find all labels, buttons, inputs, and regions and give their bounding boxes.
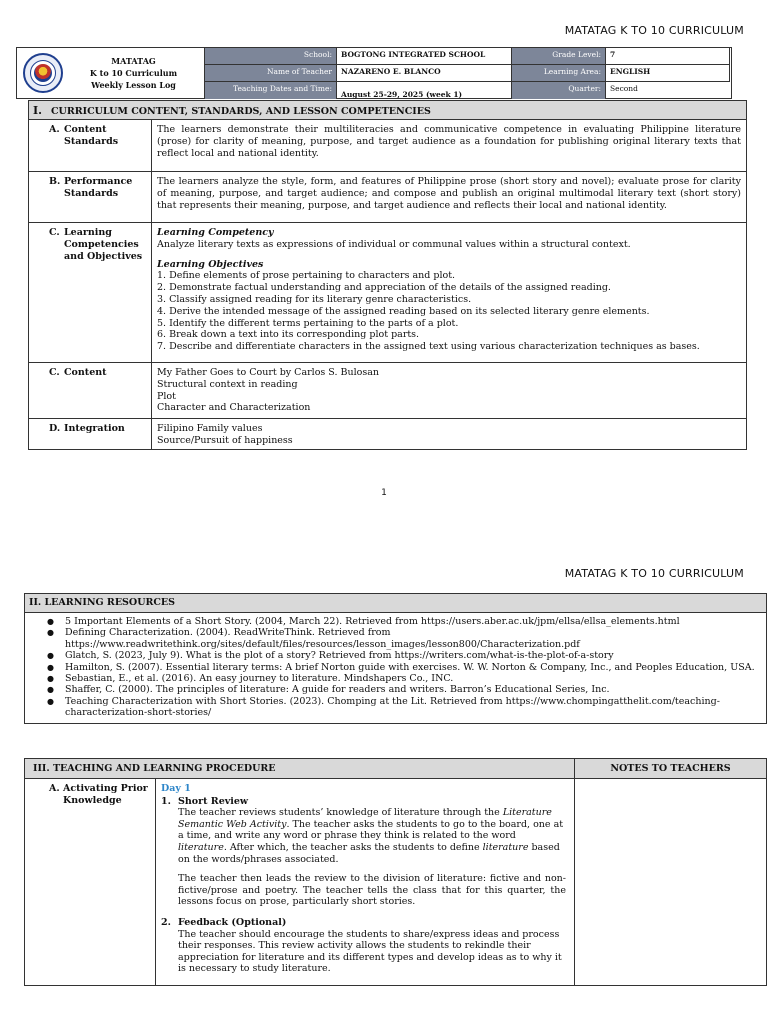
- resource-item: ● Sebastian, E., et al. (2016). An easy journey to literature. Mindshapers Co., INC.: [47, 673, 760, 684]
- competencies-row: [29, 223, 746, 363]
- procedure-content: [156, 779, 575, 986]
- step-title: Feedback (Optional): [178, 916, 287, 928]
- resource-item: ● 5 Important Elements of a Short Story. (2004, March 22). Retrieved from https://users.aber.ac.uk/jpm/ellsa/ellsa_elements.html: [47, 616, 760, 627]
- row-label-text: Content: [64, 124, 107, 135]
- resource-item: ● Teaching Characterization with Short Stories. (2023). Chomping at the Lit. Retrieved from https://www.chompingatthelit.com/teaching-characterization-short-stories/: [47, 696, 760, 719]
- row-label-text: Performance: [64, 176, 133, 187]
- day-label: Day 1: [161, 783, 191, 794]
- resource-item: ● Glatch, S. (2023, July 9). What is the plot of a story? Retrieved from https://writers.com/what-is-the-plot-of-a-story: [47, 650, 760, 661]
- step-title: Short Review: [178, 795, 249, 807]
- section-title: [29, 101, 746, 120]
- procedure-header: [25, 759, 766, 779]
- integration-row: [29, 419, 746, 449]
- teacher-value: NAZARENO E. BLANCO: [337, 65, 512, 82]
- section-title: II. LEARNING RESOURCES: [25, 594, 766, 613]
- competency-heading: Learning Competency: [157, 227, 274, 238]
- page-header: MATATAG K TO 10 CURRICULUM: [564, 24, 744, 37]
- row-label: [29, 363, 152, 418]
- page-number: 1: [381, 488, 387, 498]
- content-line: Structural context in reading: [157, 378, 298, 390]
- row-label: [25, 779, 156, 986]
- header-title-line: MATATAG: [111, 56, 156, 66]
- lesson-log-header: [16, 47, 732, 99]
- content-text: [152, 363, 746, 418]
- performance-standards-row: [29, 172, 746, 223]
- row-label-text: and Objectives: [64, 251, 143, 262]
- quarter-value: Second: [610, 84, 638, 93]
- content-line: My Father Goes to Court by Carlos S. Bulosan: [157, 367, 380, 378]
- objective-item: 3. Classify assigned reading for its literary genre characteristics.: [157, 293, 472, 305]
- content-line: Plot: [157, 390, 176, 402]
- grade-value: 7: [606, 48, 730, 65]
- objective-item: 1. Define elements of prose pertaining to characters and plot.: [157, 270, 456, 282]
- row-number: D.: [49, 423, 61, 434]
- row-number: A.: [49, 783, 60, 794]
- row-label-text: Activating Prior: [63, 783, 148, 794]
- procedure-row: [25, 779, 766, 986]
- row-number: C.: [49, 227, 60, 238]
- notes-to-teachers-cell: [575, 779, 766, 986]
- competency-text: Analyze literary texts as expressions of individual or communal values within a structural context.: [157, 238, 631, 250]
- row-number: B.: [49, 176, 61, 187]
- row-label-text: Learning: [64, 227, 112, 238]
- page-header: MATATAG K TO 10 CURRICULUM: [564, 567, 744, 580]
- step-heading: [161, 917, 566, 929]
- dates-value: August 25-29, 2025 (week 1): [337, 82, 512, 99]
- deped-seal-icon: [23, 53, 63, 93]
- learning-resources-table: [24, 593, 767, 724]
- row-label-text: Knowledge: [63, 795, 122, 806]
- row-label-text: Standards: [64, 188, 119, 199]
- content-standards-row: [29, 120, 746, 172]
- quarter-label: Quarter:: [512, 82, 606, 99]
- integration-line: Source/Pursuit of happiness: [157, 434, 293, 446]
- header-title-block: [17, 48, 205, 98]
- integration-text: [152, 419, 746, 449]
- row-label: [29, 172, 152, 222]
- performance-standards-text: The learners analyze the style, form, and features of Philippine prose (short story and novel); evaluate prose for clarity of meaning, purpose, and target audience; and compose and publish an original multimodal literary text (short story) that represents their meaning, purpose, and target audience and reflects their local and national identity.: [157, 176, 741, 211]
- school-value: BOGTONG INTEGRATED SCHOOL: [337, 48, 512, 65]
- section-title: III. TEACHING AND LEARNING PROCEDURE: [25, 759, 575, 778]
- row-label: [29, 120, 152, 171]
- teaching-procedure-table: [24, 758, 767, 986]
- step-paragraph: The teacher should encourage the students to share/express ideas and process their responses. This review activity allows the students to rekindle their appreciation for literature and its different types and develop ideas as to why it is necessary to study literature.: [178, 928, 562, 975]
- objective-item: 6. Break down a text into its corresponding plot parts.: [157, 329, 420, 341]
- objectives-heading: Learning Objectives: [157, 258, 264, 270]
- teacher-label: Name of Teacher: [205, 65, 337, 82]
- school-label: School:: [205, 48, 337, 65]
- curriculum-table: [28, 100, 747, 450]
- resource-item: ● Defining Characterization. (2004). ReadWriteThink. Retrieved from https://www.readwritethink.org/sites/default/files/resources/lesson_images/lesson800/Characterization.pdf: [47, 627, 760, 650]
- content-standards-text: The learners demonstrate their multiliteracies and communicative competence in evaluating Philippine literature (prose) for clarity of meaning, purpose, and target audience as a foundation for publishing original literary texts that reflect local and national identity.: [157, 124, 741, 159]
- step-paragraph: The teacher reviews students’ knowledge of literature through the Literature Semantic Web Activity. The teacher asks the students to go to the board, one at a time, and write any word or phrase they think is related to the word literature. After which, the teacher asks the students to define literature based on the words/phrases associated.: [178, 807, 564, 865]
- objective-item: 5. Identify the different terms pertaining to the parts of a plot.: [157, 317, 459, 329]
- area-label: Learning Area:: [512, 65, 606, 82]
- header-title-line: Weekly Lesson Log: [91, 80, 176, 90]
- objective-item: 7. Describe and differentiate characters in the assigned text using various characterization techniques as bases.: [157, 341, 700, 353]
- resource-list: [25, 613, 766, 723]
- row-label-text: Competencies: [64, 239, 139, 250]
- objective-item: 2. Demonstrate factual understanding and appreciation of the details of the assigned reading.: [157, 282, 611, 294]
- row-number: A.: [49, 124, 60, 135]
- integration-line: Filipino Family values: [157, 423, 263, 434]
- resource-item: ● Hamilton, S. (2007). Essential literary terms: A brief Norton guide with exercises. W. W. Norton & Company, Inc., and Peoples Education, USA.: [47, 662, 760, 673]
- header-title: [63, 55, 204, 91]
- objective-item: 4. Derive the intended message of the assigned reading based on its selected literary genre elements.: [157, 305, 650, 317]
- header-title-line: K to 10 Curriculum: [89, 68, 178, 78]
- notes-title: NOTES TO TEACHERS: [610, 763, 731, 774]
- content-line: Character and Characterization: [157, 402, 311, 414]
- step-paragraph: The teacher then leads the review to the division of literature: fictive and non-fictive/prose and poetry. The teacher tells the class that for this quarter, the lessons focus on prose, particularly short stories.: [178, 873, 566, 908]
- resource-item: ● Shaffer, C. (2000). The principles of literature: A guide for readers and writers. Barron’s Educational Series, Inc.: [47, 684, 760, 695]
- row-label-text: Standards: [64, 136, 119, 147]
- row-label-text: Integration: [64, 423, 125, 434]
- step-number: 1.: [161, 795, 171, 807]
- section-title-text: CURRICULUM CONTENT, STANDARDS, AND LESSON COMPETENCIES: [51, 106, 431, 117]
- competencies-text: [152, 223, 746, 362]
- area-value: ENGLISH: [606, 65, 730, 82]
- row-number: C.: [49, 367, 60, 378]
- grade-label: Grade Level:: [512, 48, 606, 65]
- dates-label: Teaching Dates and Time:: [205, 82, 337, 99]
- row-label-text: Content: [64, 367, 107, 378]
- header-info-grid: [205, 48, 731, 98]
- step-number: 2.: [161, 916, 171, 928]
- content-row: [29, 363, 746, 419]
- row-label: [29, 223, 152, 362]
- row-label: [29, 419, 152, 449]
- section-number: I.: [33, 104, 42, 117]
- step-heading: [161, 796, 566, 808]
